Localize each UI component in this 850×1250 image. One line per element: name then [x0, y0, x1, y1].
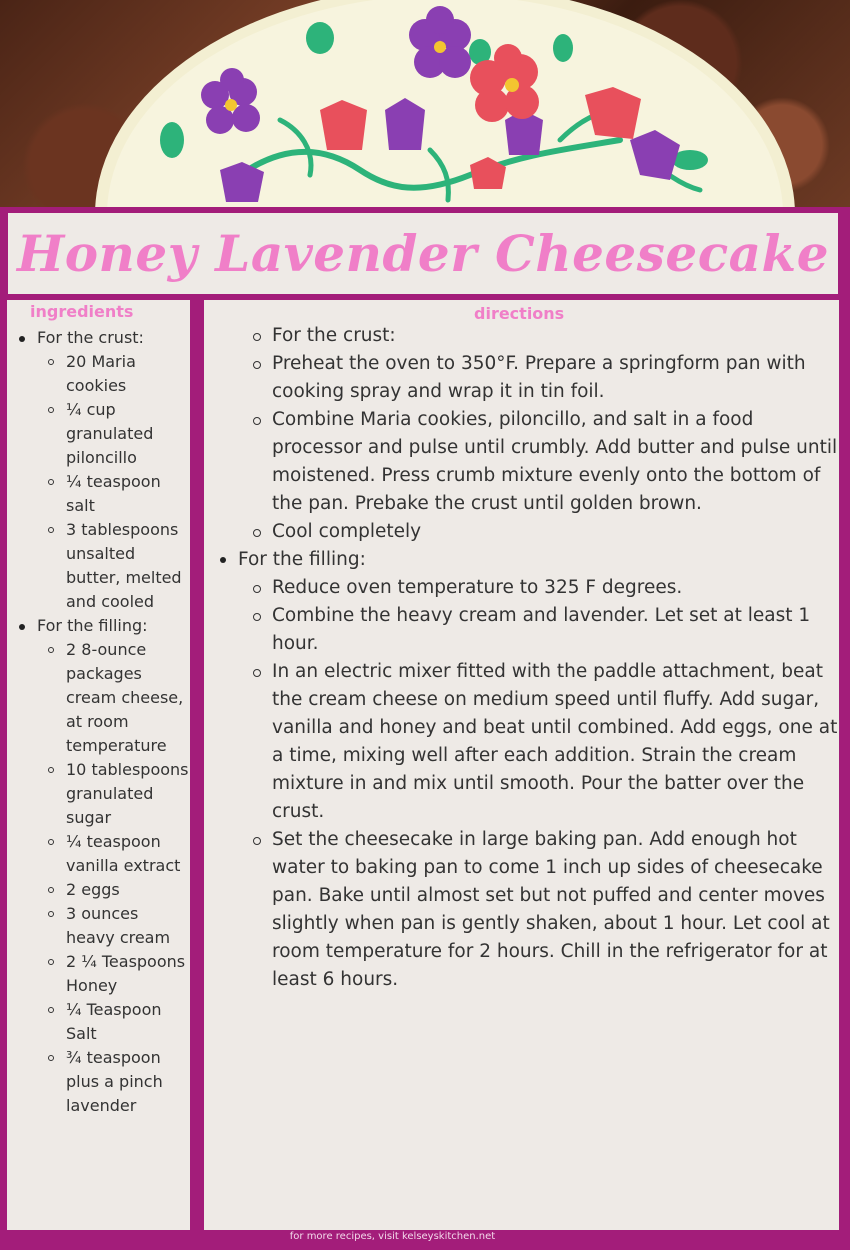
- ingredient-item: ¼ teaspoon salt: [37, 470, 190, 518]
- ingredients-panel: [7, 300, 190, 1230]
- ingredient-item: 20 Maria cookies: [37, 350, 190, 398]
- direction-step: In an electric mixer fitted with the paddle attachment, beat the cream cheese on medium speed until fluffy. Add sugar, vanilla and honey and beat until combined. Add eggs, one at a time, mixing well after each addition. Strain the cream mixture in and mix until smooth. Pour the batter over the crust.: [204, 658, 839, 826]
- footer-note: for more recipes, visit kelseyskitchen.net: [289, 1231, 496, 1242]
- ingredient-group-label: For the filling:: [37, 616, 148, 635]
- direction-step: For the crust:: [204, 322, 839, 350]
- ingredient-item: ¼ teaspoon vanilla extract: [37, 830, 190, 878]
- ingredient-item: 10 tablespoons granulated sugar: [37, 758, 190, 830]
- ingredient-group-crust: [7, 326, 190, 614]
- ingredient-item: ¼ cup granulated piloncillo: [37, 398, 190, 470]
- recipe-title: Honey Lavender Cheesecake: [16, 224, 830, 283]
- ingredient-item: 2 8-ounce packages cream cheese, at room temperature: [37, 638, 190, 758]
- ingredient-item: 3 ounces heavy cream: [37, 902, 190, 950]
- direction-step: Combine the heavy cream and lavender. Let set at least 1 hour.: [204, 602, 839, 658]
- directions-list: [204, 322, 839, 994]
- ingredient-item: 3 tablespoons unsalted butter, melted and cooled: [37, 518, 190, 614]
- directions-panel: [204, 300, 839, 1230]
- cheesecake-photo: [0, 0, 850, 207]
- ingredient-group-filling: [7, 614, 190, 1118]
- direction-step: Cool completely: [204, 518, 839, 546]
- ingredient-item: ¼ Teaspoon Salt: [37, 998, 190, 1046]
- ingredient-item: 2 eggs: [37, 878, 190, 902]
- direction-step: Combine Maria cookies, piloncillo, and salt in a food processor and pulse until crumbly. Add butter and pulse until moistened. Press crumb mixture evenly onto the bottom of the pan. Prebake the crust until golden brown.: [204, 406, 839, 518]
- title-box: [8, 213, 838, 294]
- ingredient-group-label: For the crust:: [37, 328, 144, 347]
- cheesecake-illustration: [0, 0, 850, 207]
- directions-heading: directions: [474, 304, 565, 323]
- direction-step: Set the cheesecake in large baking pan. Add enough hot water to baking pan to come 1 inch up sides of cheesecake pan. Bake until almost set but not puffed and center moves slightly when pan is gently shaken, about 1 hour. Let cool at room temperature for 2 hours. Chill in the refrigerator for at least 6 hours.: [204, 826, 839, 994]
- ingredient-item: ¾ teaspoon plus a pinch lavender: [37, 1046, 190, 1118]
- direction-step: Preheat the oven to 350°F. Prepare a springform pan with cooking spray and wrap it in tin foil.: [204, 350, 839, 406]
- ingredients-list: [7, 326, 190, 1118]
- ingredient-item: 2 ¼ Teaspoons Honey: [37, 950, 190, 998]
- ingredients-heading: ingredients: [30, 302, 134, 321]
- direction-group-label: For the filling:: [238, 549, 366, 570]
- direction-step: Reduce oven temperature to 325 F degrees.: [204, 574, 839, 602]
- direction-group-filling: [204, 546, 839, 994]
